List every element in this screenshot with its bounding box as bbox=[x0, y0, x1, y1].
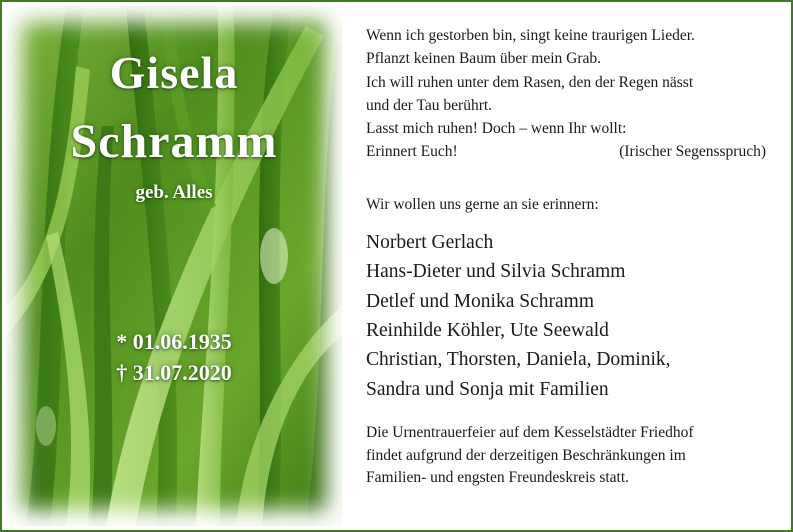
remembrance-intro: Wir wollen uns gerne an sie erinnern: bbox=[366, 195, 599, 213]
mourner-line: Reinhilde Köhler, Ute Seewald bbox=[366, 320, 609, 341]
deceased-last-name: Schramm bbox=[70, 115, 278, 168]
birth-date: * 01.06.1935 bbox=[116, 329, 232, 354]
notice-line: Familien- und engsten Freundeskreis statt. bbox=[366, 469, 630, 487]
poem-line: Erinnert Euch! bbox=[366, 143, 458, 161]
mourner-line: Sandra und Sonja mit Familien bbox=[366, 378, 609, 400]
mourners-list bbox=[366, 228, 776, 404]
mourner-line: Norbert Gerlach bbox=[366, 231, 494, 253]
mourner-line: Hans-Dieter und Silvia Schramm bbox=[366, 261, 626, 283]
poem bbox=[366, 24, 776, 164]
death-date: † 31.07.2020 bbox=[116, 360, 232, 385]
mourner-line: Christian, Thorsten, Daniela, Dominik, bbox=[366, 349, 671, 371]
poem-line: Wenn ich gestorben bin, singt keine traurigen Lieder. bbox=[366, 27, 695, 44]
deceased-birth-name: geb. Alles bbox=[135, 182, 213, 203]
grass-photo bbox=[6, 6, 342, 526]
funeral-notice bbox=[366, 422, 776, 490]
poem-source: (Irischer Segensspruch) bbox=[619, 143, 766, 161]
life-dates bbox=[6, 326, 342, 388]
poem-line: Ich will ruhen unter dem Rasen, den der Regen nässt bbox=[366, 73, 694, 91]
notice-line: findet aufgrund der derzeitigen Beschränkungen im bbox=[366, 446, 686, 464]
deceased-first-name: Gisela bbox=[109, 47, 239, 98]
mourner-line: Detlef und Monika Schramm bbox=[366, 290, 594, 312]
poem-line: Lasst mich ruhen! Doch – wenn Ihr wollt: bbox=[366, 120, 627, 138]
notice-line: Die Urnentrauerfeier auf dem Kesselstädter Friedhof bbox=[366, 424, 694, 442]
poem-line: und der Tau berührt. bbox=[366, 96, 493, 114]
text-column bbox=[366, 24, 776, 490]
poem-last-line bbox=[366, 140, 766, 163]
poem-line: Pflanzt keinen Baum über mein Grab. bbox=[366, 50, 602, 68]
